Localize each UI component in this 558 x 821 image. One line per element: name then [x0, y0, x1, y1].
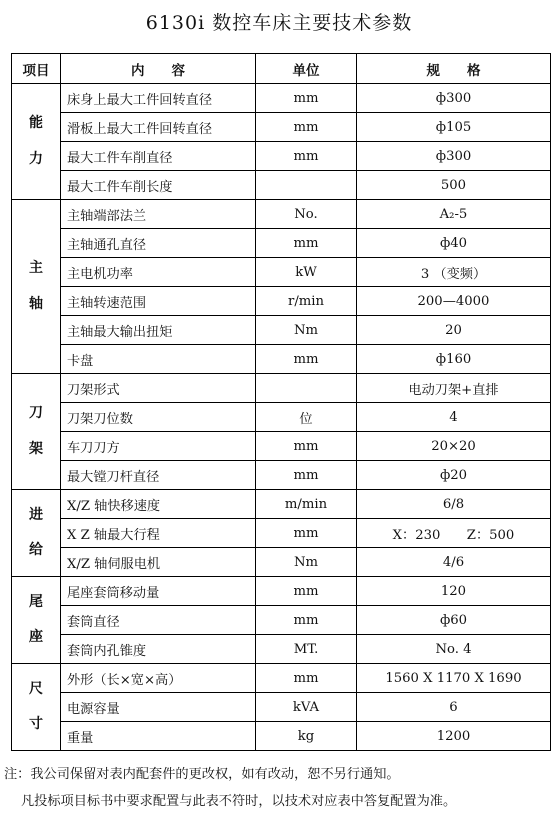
notes — [4, 761, 558, 815]
table-row — [12, 403, 551, 432]
category-char: 主 — [29, 260, 43, 277]
table-row — [12, 84, 551, 113]
spec-cell: ф300 — [357, 142, 551, 171]
table-row — [12, 258, 551, 287]
spec-cell: A₂-5 — [357, 200, 551, 229]
table-row — [12, 374, 551, 403]
category-char: 尾 — [29, 593, 43, 610]
unit-cell: MT. — [256, 635, 357, 664]
spec-cell: 500 — [357, 171, 551, 200]
unit-cell: Nm — [256, 548, 357, 577]
unit-cell: 位 — [256, 403, 357, 432]
spec-cell: 电动刀架+直排 — [357, 374, 551, 403]
content-cell: X Z 轴最大行程 — [61, 519, 256, 548]
unit-cell: mm — [256, 142, 357, 171]
content-cell: 卡盘 — [61, 345, 256, 374]
header-unit: 单位 — [256, 54, 357, 84]
spec-cell: X：230 Z：500 — [357, 519, 551, 548]
content-cell: 最大工件车削直径 — [61, 142, 256, 171]
content-cell: 最大工件车削长度 — [61, 171, 256, 200]
table-row — [12, 722, 551, 751]
category-char: 座 — [29, 629, 43, 645]
spec-cell: 6 — [357, 693, 551, 722]
content-cell: 刀架刀位数 — [61, 403, 256, 432]
spec-cell: ф300 — [357, 84, 551, 113]
note-line-1: 注：我公司保留对表内配套件的更改权，如有改动，恕不另行通知。 — [4, 767, 400, 782]
content-cell: 主电机功率 — [61, 258, 256, 287]
table-row — [12, 142, 551, 171]
category-cell — [12, 577, 61, 664]
unit-cell: m/min — [256, 490, 357, 519]
spec-cell: ф60 — [357, 606, 551, 635]
table-row — [12, 345, 551, 374]
spec-cell: No. 4 — [357, 635, 551, 664]
table-row — [12, 287, 551, 316]
table-row — [12, 229, 551, 258]
spec-cell: 6/8 — [357, 490, 551, 519]
unit-cell: mm — [256, 113, 357, 142]
spec-cell: 1560 X 1170 X 1690 — [357, 664, 551, 693]
category-cell — [12, 200, 61, 374]
category-char: 刀 — [29, 405, 43, 422]
content-cell: 套筒直径 — [61, 606, 256, 635]
table-row — [12, 693, 551, 722]
spec-cell: ф40 — [357, 229, 551, 258]
spec-cell: 4/6 — [357, 548, 551, 577]
spec-cell: 20 — [357, 316, 551, 345]
table-row — [12, 171, 551, 200]
spec-cell: 4 — [357, 403, 551, 432]
unit-cell: mm — [256, 345, 357, 374]
header-item: 项目 — [12, 54, 61, 84]
unit-cell — [256, 171, 357, 200]
content-cell: 主轴最大输出扭矩 — [61, 316, 256, 345]
table-row — [12, 432, 551, 461]
unit-cell — [256, 374, 357, 403]
content-cell: 滑板上最大工件回转直径 — [61, 113, 256, 142]
category-char: 轴 — [29, 295, 43, 312]
content-cell: 主轴通孔直径 — [61, 229, 256, 258]
unit-cell: mm — [256, 432, 357, 461]
content-cell: X/Z 轴伺服电机 — [61, 548, 256, 577]
unit-cell: mm — [256, 229, 357, 258]
table-row — [12, 519, 551, 548]
content-cell: X/Z 轴快移速度 — [61, 490, 256, 519]
content-cell: 尾座套筒移动量 — [61, 577, 256, 606]
unit-cell: kW — [256, 258, 357, 287]
content-cell: 主轴转速范围 — [61, 287, 256, 316]
content-cell: 主轴端部法兰 — [61, 200, 256, 229]
unit-cell: mm — [256, 461, 357, 490]
content-cell: 套筒内孔锥度 — [61, 635, 256, 664]
table-row — [12, 577, 551, 606]
category-char: 给 — [29, 542, 43, 558]
category-char: 尺 — [29, 680, 43, 697]
spec-cell: ф160 — [357, 345, 551, 374]
table-row — [12, 606, 551, 635]
spec-table — [11, 53, 551, 751]
spec-table-body — [12, 84, 551, 751]
category-cell — [12, 490, 61, 577]
spec-cell: ф105 — [357, 113, 551, 142]
unit-cell: mm — [256, 577, 357, 606]
category-char: 能 — [29, 115, 43, 132]
category-cell — [12, 84, 61, 200]
table-row — [12, 316, 551, 345]
unit-cell: mm — [256, 519, 357, 548]
category-cell — [12, 664, 61, 751]
document-title: 6130i 数控车床主要技术参数 — [145, 12, 413, 34]
content-cell: 车刀刀方 — [61, 432, 256, 461]
spec-cell: 1200 — [357, 722, 551, 751]
category-cell — [12, 374, 61, 490]
unit-cell: kg — [256, 722, 357, 751]
spec-cell: 20×20 — [357, 432, 551, 461]
spec-cell: 120 — [357, 577, 551, 606]
unit-cell: mm — [256, 664, 357, 693]
table-header-row — [12, 54, 551, 84]
table-row — [12, 664, 551, 693]
table-row — [12, 490, 551, 519]
unit-cell: r/min — [256, 287, 357, 316]
note-line-2: 凡投标项目标书中要求配置与此表不符时，以技术对应表中答复配置为准。 — [21, 794, 457, 809]
content-cell: 刀架形式 — [61, 374, 256, 403]
table-row — [12, 113, 551, 142]
unit-cell: No. — [256, 200, 357, 229]
unit-cell: kVA — [256, 693, 357, 722]
unit-cell: mm — [256, 84, 357, 113]
category-char: 力 — [29, 150, 43, 167]
content-cell: 最大镗刀杆直径 — [61, 461, 256, 490]
unit-cell: Nm — [256, 316, 357, 345]
table-row — [12, 635, 551, 664]
spec-cell: ф20 — [357, 461, 551, 490]
category-char: 架 — [29, 440, 43, 457]
spec-cell: 200—4000 — [357, 287, 551, 316]
category-char: 寸 — [29, 716, 43, 732]
content-cell: 外形（长×宽×高） — [61, 664, 256, 693]
content-cell: 电源容量 — [61, 693, 256, 722]
table-row — [12, 461, 551, 490]
content-cell: 重量 — [61, 722, 256, 751]
spec-cell: 3 （变频） — [357, 258, 551, 287]
category-char: 进 — [29, 506, 43, 523]
table-row — [12, 200, 551, 229]
content-cell: 床身上最大工件回转直径 — [61, 84, 256, 113]
table-row — [12, 548, 551, 577]
header-content: 内 容 — [61, 54, 256, 84]
unit-cell: mm — [256, 606, 357, 635]
header-spec: 规 格 — [357, 54, 551, 84]
